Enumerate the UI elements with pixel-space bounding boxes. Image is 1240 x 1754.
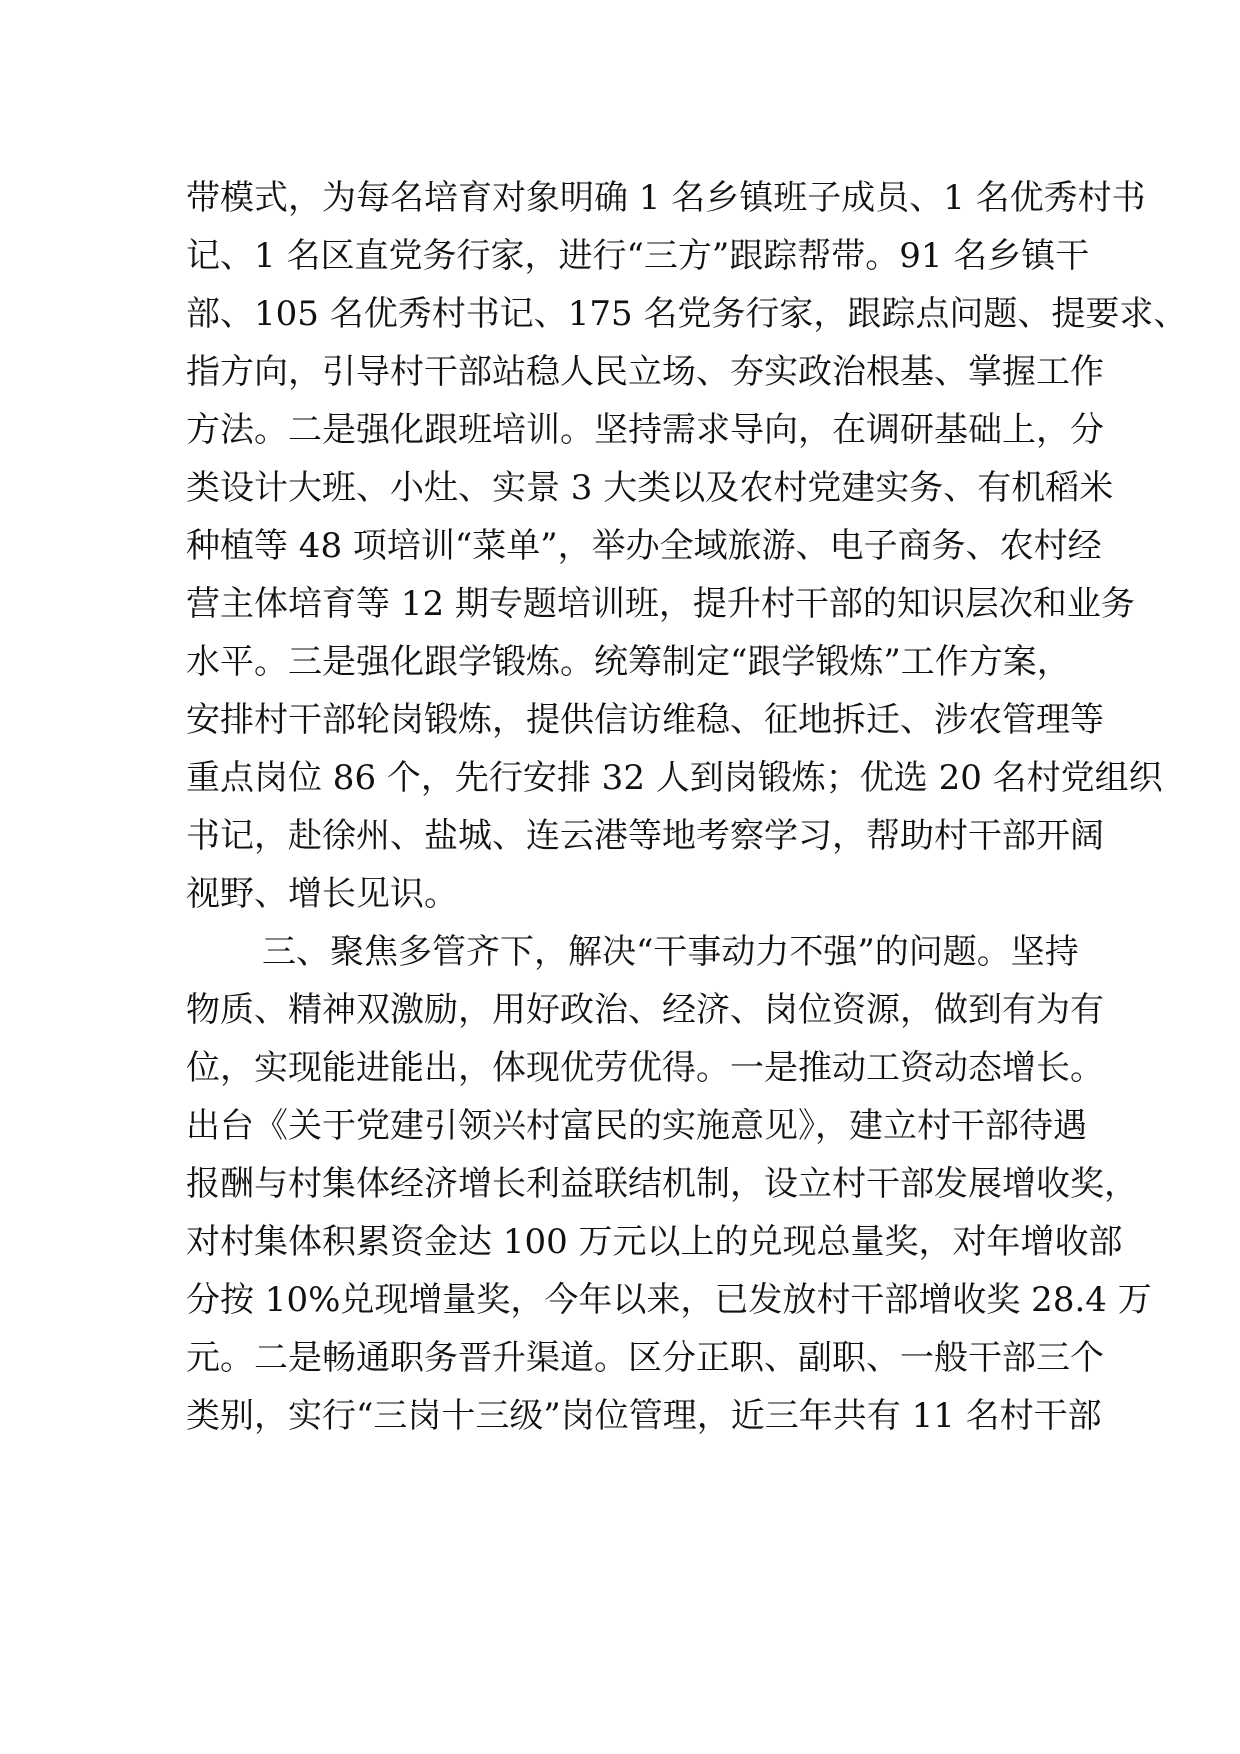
text-line-10: 安排村干部轮岗锻炼，提供信访维稳、征地拆迁、涉农管理等 bbox=[186, 700, 1104, 740]
text-line-3: 部、105 名优秀村书记、175 名党务行家，跟踪点问题、提要求、 bbox=[186, 294, 1188, 334]
text-line-4: 指方向，引导村干部站稳人民立场、夯实政治根基、掌握工作 bbox=[186, 352, 1104, 392]
text-line-7: 种植等 48 项培训“菜单”，举办全域旅游、电子商务、农村经 bbox=[186, 526, 1102, 566]
text-line-13: 视野、增长见识。 bbox=[186, 874, 458, 914]
text-line-22: 类别，实行“三岗十三级”岗位管理，近三年共有 11 名村干部 bbox=[186, 1396, 1102, 1436]
text-line-18: 报酬与村集体经济增长利益联结机制，设立村干部发展增收奖， bbox=[186, 1164, 1138, 1204]
text-line-17: 出台《关于党建引领兴村富民的实施意见》，建立村干部待遇 bbox=[186, 1106, 1087, 1146]
text-line-15: 物质、精神双激励，用好政治、经济、岗位资源，做到有为有 bbox=[186, 990, 1104, 1030]
text-line-6: 类设计大班、小灶、实景 3 大类以及农村党建实务、有机稻米 bbox=[186, 468, 1114, 508]
text-line-11: 重点岗位 86 个，先行安排 32 人到岗锻炼；优选 20 名村党组织 bbox=[186, 758, 1163, 798]
section-heading-line: 三、聚焦多管齐下，解决“干事动力不强”的问题。坚持 bbox=[262, 932, 1079, 972]
text-line-12: 书记，赴徐州、盐城、连云港等地考察学习，帮助村干部开阔 bbox=[186, 816, 1104, 856]
text-line-9: 水平。三是强化跟学锻炼。统筹制定“跟学锻炼”工作方案， bbox=[186, 642, 1071, 682]
text-line-16: 位，实现能进能出，体现优劳优得。一是推动工资动态增长。 bbox=[186, 1048, 1104, 1088]
text-line-5: 方法。二是强化跟班培训。坚持需求导向，在调研基础上，分 bbox=[186, 410, 1104, 450]
text-line-20: 分按 10%兑现增量奖，今年以来，已发放村干部增收奖 28.4 万 bbox=[186, 1280, 1152, 1320]
text-line-21: 元。二是畅通职务晋升渠道。区分正职、副职、一般干部三个 bbox=[186, 1338, 1104, 1378]
text-line-8: 营主体培育等 12 期专题培训班，提升村干部的知识层次和业务 bbox=[186, 584, 1135, 624]
text-line-19: 对村集体积累资金达 100 万元以上的兑现总量奖，对年增收部 bbox=[186, 1222, 1123, 1262]
text-line-1: 带模式，为每名培育对象明确 1 名乡镇班子成员、1 名优秀村书 bbox=[186, 178, 1146, 218]
text-line-2: 记、1 名区直党务行家，进行“三方”跟踪帮带。91 名乡镇干 bbox=[186, 236, 1090, 276]
